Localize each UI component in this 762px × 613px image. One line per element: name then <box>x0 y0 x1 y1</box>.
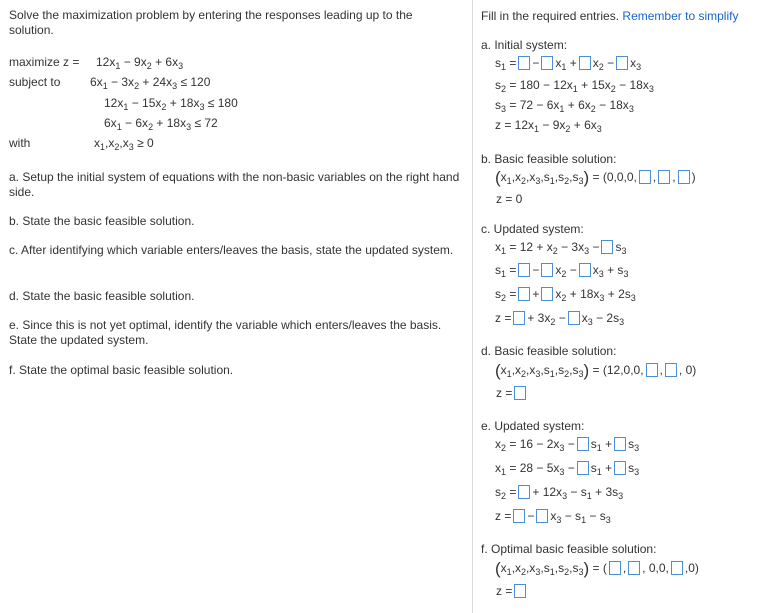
e-z-const-input[interactable] <box>513 509 525 523</box>
f-end-text: ,0) <box>684 561 699 575</box>
b-values-text: (0,0,0, <box>602 170 637 184</box>
question-f: f. State the optimal basic feasible solution. <box>9 363 234 377</box>
instruction-line <box>481 9 738 23</box>
f-x2-input[interactable] <box>628 561 640 575</box>
c-s2-x2-input[interactable] <box>541 287 553 301</box>
e-eq-z: z = − $x_3 - s_1 - s_3$ <box>495 509 611 525</box>
maximize-label: maximize z = <box>9 55 80 69</box>
column-divider <box>472 0 473 613</box>
c-x1-s3-input[interactable] <box>601 240 613 254</box>
c-eq-s1: $s_1$ = − $x_2 - x_3 + s_3$ <box>495 263 629 279</box>
e-x2-s1-input[interactable] <box>577 437 589 451</box>
b-z-value: z = 0 <box>496 192 523 206</box>
e-eq-x2: $x_2 = 16 - 2x_3 - s_1 + s_3$ <box>495 437 640 453</box>
f-z-input[interactable] <box>514 584 526 598</box>
question-a: a. Setup the initial system of equations with the non-basic variables on the right hand side. <box>9 170 460 199</box>
c-heading: c. Updated system: <box>481 222 584 236</box>
c-eq-s2: $s_2$ = + $x_2 + 18x_3 + 2s_3$ <box>495 287 636 303</box>
d-heading: d. Basic feasible solution: <box>481 344 617 358</box>
e-x1-s3-input[interactable] <box>614 461 626 475</box>
f-solution: $(x_1,x_2,x_3,s_1,s_2,s_3)$ = ( , , 0,0, ,0) <box>495 559 699 578</box>
e-heading: e. Updated system: <box>481 419 585 433</box>
b-s1-input[interactable] <box>639 170 651 184</box>
constraint-3: $6x_1 - 6x_2 + 18x_3 \le 72$ <box>104 116 218 132</box>
d-values-text: (12,0,0, <box>602 363 644 377</box>
simplify-link[interactable]: Remember to simplify <box>622 9 739 23</box>
intro-text: Solve the maximization problem by entering the responses leading up to the solution. <box>9 8 413 37</box>
a-eq-s1: $s_1$ = − $x_1 + x_2 - x_3$ <box>495 56 642 72</box>
e-eq-s2: $s_2$ = + $12x_3 - s_1 + 3s_3$ <box>495 485 624 501</box>
c-s1-const-input[interactable] <box>518 263 530 277</box>
e-eq-x1: $x_1 = 28 - 5x_3 - s_1 + s_3$ <box>495 461 640 477</box>
question-e: e. Since this is not yet optimal, identify the variable which enters/leaves the basis. State the updated system. <box>9 318 442 347</box>
f-heading: f. Optimal basic feasible solution: <box>481 542 657 556</box>
a-s1-const-input[interactable] <box>518 56 530 70</box>
c-s1-x3-input[interactable] <box>579 263 591 277</box>
question-b: b. State the basic feasible solution. <box>9 214 195 228</box>
objective-function: $12x_1 - 9x_2 + 6x_3$ <box>96 55 184 71</box>
d-z-input[interactable] <box>514 386 526 400</box>
f-s2-input[interactable] <box>671 561 683 575</box>
constraint-2: $12x_1 - 15x_2 + 18x_3 \le 180$ <box>104 96 238 112</box>
c-s2-const-input[interactable] <box>518 287 530 301</box>
d-s2-input[interactable] <box>665 363 677 377</box>
b-heading: b. Basic feasible solution: <box>481 152 617 166</box>
c-z-const-input[interactable] <box>513 311 525 325</box>
constraint-1: $6x_1 - 3x_2 + 24x_3 \le 120$ <box>90 75 211 91</box>
f-x1-input[interactable] <box>609 561 621 575</box>
c-s1-x2-input[interactable] <box>541 263 553 277</box>
a-s1-x1-input[interactable] <box>541 56 553 70</box>
f-tail-text: 0,0, <box>648 561 669 575</box>
a-s1-x2-input[interactable] <box>579 56 591 70</box>
question-c: c. After identifying which variable enters/leaves the basis, state the updated system. <box>9 243 454 257</box>
a-heading: a. Initial system: <box>481 38 568 52</box>
with-label: with <box>9 136 31 150</box>
a-s1-x3-input[interactable] <box>616 56 628 70</box>
e-x1-s1-input[interactable] <box>577 461 589 475</box>
e-s2-const-input[interactable] <box>518 485 530 499</box>
a-eq-s3: $s_3 = 72 - 6x_1 + 6x_2 - 18x_3$ <box>495 98 634 114</box>
d-solution: $(x_1,x_2,x_3,s_1,s_2,s_3) = (12,0,0$, , , 0) <box>495 361 697 380</box>
b-s2-input[interactable] <box>658 170 670 184</box>
d-s1-input[interactable] <box>646 363 658 377</box>
d-tail-text: 0) <box>685 363 697 377</box>
b-s3-input[interactable] <box>678 170 690 184</box>
d-z-line: z = <box>496 386 528 400</box>
nonnegativity: $x_1,x_2,x_3 \ge 0$ <box>94 136 154 152</box>
a-eq-s2: $s_2 = 180 - 12x_1 + 15x_2 - 18x_3$ <box>495 78 654 94</box>
c-eq-x1: $x_1 = 12 + x_2 - 3x_3 - s_3$ <box>495 240 627 256</box>
e-z-x3-input[interactable] <box>536 509 548 523</box>
a-eq-z: $z = 12x_1 - 9x_2 + 6x_3$ <box>495 118 602 134</box>
f-z-line: z = <box>496 584 528 598</box>
e-x2-s3-input[interactable] <box>614 437 626 451</box>
c-z-x3-input[interactable] <box>568 311 580 325</box>
question-d: d. State the basic feasible solution. <box>9 289 195 303</box>
c-eq-z: z = + $3x_2 - x_3 - 2s_3$ <box>495 311 625 327</box>
b-solution: $(x_1,x_2,x_3,s_1,s_2,s_3) = (0,0,0$, , , ) <box>495 168 696 187</box>
subject-to-label: subject to <box>9 75 61 89</box>
instruction-text: Fill in the required entries. <box>481 9 620 23</box>
